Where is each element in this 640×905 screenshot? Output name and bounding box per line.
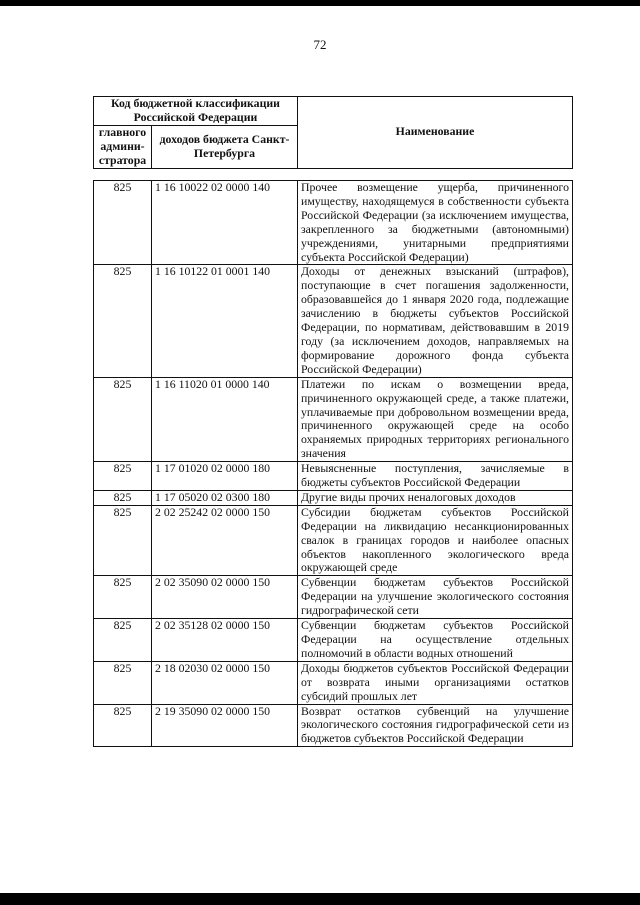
income-code-cell: 2 02 35128 02 0000 150 xyxy=(152,619,298,662)
income-name-cell: Субсидии бюджетам субъектов Российской Федерации на ликвидацию несанкционированных свалок в границах городов и наиболее опасных объектов накопленного экологического вреда окружающей среде xyxy=(298,505,573,576)
table-header xyxy=(93,96,573,169)
table-row xyxy=(94,576,573,619)
table-row xyxy=(94,490,573,505)
admin-code-cell: 825 xyxy=(94,619,152,662)
income-name-cell: Субвенции бюджетам субъектов Российской Федерации на улучшение экологического состояния гидрографической сети xyxy=(298,576,573,619)
income-name-cell: Другие виды прочих неналоговых доходов xyxy=(298,490,573,505)
admin-code-cell: 825 xyxy=(94,462,152,491)
table-row xyxy=(94,181,573,265)
page-number: 72 xyxy=(313,37,327,52)
income-codes-table xyxy=(93,180,573,747)
income-column-heading: доходов бюджета Санкт-Петербурга xyxy=(152,125,298,168)
income-code-cell: 1 16 10022 02 0000 140 xyxy=(152,181,298,265)
admin-code-cell: 825 xyxy=(94,490,152,505)
name-column-heading: Наименование xyxy=(298,97,573,169)
admin-code-cell: 825 xyxy=(94,181,152,265)
income-name-cell: Прочее возмещение ущерба, причиненного имуществу, находящемуся в собственности субъекта Российской Федерации (за исключением имущества, закрепленного за бюджетными (автономными) учреждениями, унитарными предприятиями субъекта Российской Федерации) xyxy=(298,181,573,265)
admin-code-cell: 825 xyxy=(94,704,152,747)
admin-code-cell: 825 xyxy=(94,576,152,619)
admin-code-cell: 825 xyxy=(94,265,152,377)
income-code-cell: 1 16 10122 01 0001 140 xyxy=(152,265,298,377)
admin-column-heading: главного админи-стратора xyxy=(94,125,152,168)
income-name-cell: Субвенции бюджетам субъектов Российской Федерации на осуществление отдельных полномочий в области водных отношений xyxy=(298,619,573,662)
table-row xyxy=(94,505,573,576)
income-name-cell: Доходы от денежных взысканий (штрафов), поступающие в счет погашения задолженности, образовавшейся до 1 января 2020 года, подлежащие зачислению в бюджеты субъектов Российской Федерации, по нормативам, действовавшим в 2019 году (за исключением доходов, направляемых на формирование дорожного фонда субъекта Российской Федерации) xyxy=(298,265,573,377)
admin-code-cell: 825 xyxy=(94,377,152,461)
table-row xyxy=(94,704,573,747)
income-name-cell: Доходы бюджетов субъектов Российской Федерации от возврата иными организациями остатков субсидий прошлых лет xyxy=(298,661,573,704)
income-code-cell: 2 02 35090 02 0000 150 xyxy=(152,576,298,619)
table-row xyxy=(94,377,573,461)
table-row xyxy=(94,661,573,704)
income-code-cell: 1 17 01020 02 0000 180 xyxy=(152,462,298,491)
income-code-cell: 2 18 02030 02 0000 150 xyxy=(152,661,298,704)
admin-code-cell: 825 xyxy=(94,661,152,704)
income-name-cell: Платежи по искам о возмещении вреда, причиненного окружающей среде, а также платежи, уплачиваемые при добровольном возмещении вреда, причиненного окружающей среде на особо охраняемых природных территориях регионального значения xyxy=(298,377,573,461)
table-row xyxy=(94,462,573,491)
income-name-cell: Невыясненные поступления, зачисляемые в бюджеты субъектов Российской Федерации xyxy=(298,462,573,491)
income-code-cell: 2 19 35090 02 0000 150 xyxy=(152,704,298,747)
scan-bottom-border xyxy=(0,893,640,905)
code-group-heading: Код бюджетной классификации Российской Федерации xyxy=(94,97,298,126)
income-code-cell: 1 17 05020 02 0300 180 xyxy=(152,490,298,505)
income-name-cell: Возврат остатков субвенций на улучшение экологического состояния гидрографической сети из бюджетов субъектов Российской Федерации xyxy=(298,704,573,747)
scan-top-border xyxy=(0,0,640,6)
income-code-cell: 2 02 25242 02 0000 150 xyxy=(152,505,298,576)
table-row xyxy=(94,265,573,377)
income-code-cell: 1 16 11020 01 0000 140 xyxy=(152,377,298,461)
table-row xyxy=(94,619,573,662)
admin-code-cell: 825 xyxy=(94,505,152,576)
